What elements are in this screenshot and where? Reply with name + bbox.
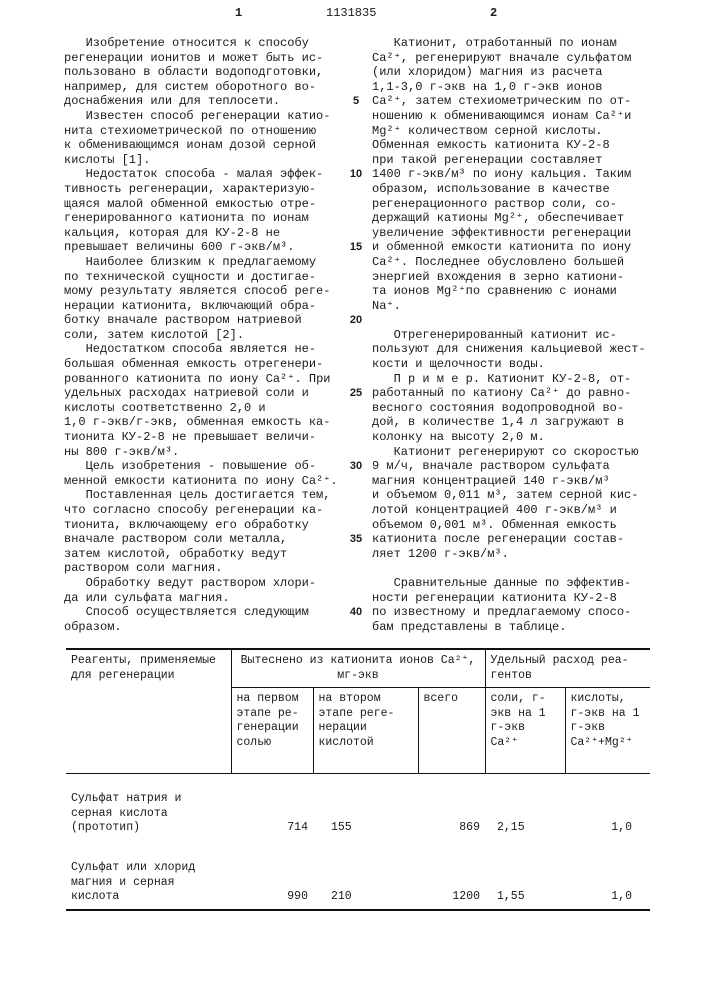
- subheader-salt: соли, г-экв на 1 г-экв Ca²⁺: [485, 688, 565, 774]
- text-line: щаяся малой обменной емкостью отре-: [64, 197, 338, 212]
- text-line: образом.: [64, 620, 338, 635]
- text-line: регенерационного раствор соли, со-: [372, 197, 646, 212]
- text-line: образом, использование в качестве: [372, 182, 646, 197]
- value-cell: 210: [313, 840, 418, 910]
- text-line: Недостатком способа является не-: [64, 342, 338, 357]
- text-line: Отрегенерированный катионит ис-: [372, 328, 646, 343]
- value-cell: 155: [313, 774, 418, 840]
- subheader-acid: кислоты, г-экв на 1 г-экв Ca²⁺+Mg²⁺: [565, 688, 650, 774]
- text-line: Способ осуществляется следующим: [64, 605, 338, 620]
- text-line: ношению к обменивающимся ионам Ca²⁺и: [372, 109, 646, 124]
- subheader-stage2: на втором этапе реге-нерации кислотой: [313, 688, 418, 774]
- text-line: Ca²⁺, затем стехиометрическим по от-: [372, 94, 646, 109]
- value-cell: 1200: [418, 840, 485, 910]
- left-text-column: [64, 36, 338, 634]
- subheader-stage1: на первом этапе ре-генерации солью: [231, 688, 313, 774]
- text-line: затем кислотой, обработку ведут: [64, 547, 338, 562]
- right-text-column: [372, 36, 646, 634]
- text-line: 9 м/ч, вначале раствором сульфата: [372, 459, 646, 474]
- text-line: кости и щелочности воды.: [372, 357, 646, 372]
- line-number: 25: [344, 386, 368, 401]
- value-cell: 1,0: [565, 774, 650, 840]
- reagent-cell: Сульфат натрия и серная кислота (прототип): [66, 774, 231, 840]
- text-line: Обработку ведут раствором хлори-: [64, 576, 338, 591]
- text-line: Mg²⁺ количеством серной кислоты.: [372, 124, 646, 139]
- text-line: рованного катионита по иону Ca²⁺. При: [64, 372, 338, 387]
- page-number-left: 1: [235, 6, 242, 20]
- text-line: мому результату является способ реге-: [64, 284, 338, 299]
- text-line: что согласно способу регенерации ка-: [64, 503, 338, 518]
- text-line: [372, 561, 646, 576]
- text-line: тионита, включающему его обработку: [64, 518, 338, 533]
- text-line: нерации катионита, включающий обра-: [64, 299, 338, 314]
- text-line: Цель изобретения - повышение об-: [64, 459, 338, 474]
- value-cell: 869: [418, 774, 485, 840]
- text-line: нита стехиометрической по отношению: [64, 124, 338, 139]
- line-number: 40: [344, 605, 368, 620]
- text-line: увеличение эффективности регенерации: [372, 226, 646, 241]
- text-line: по известному и предлагаемому спосо-: [372, 605, 646, 620]
- line-number: 10: [344, 167, 368, 182]
- text-line: 1,0 г-экв/г-экв, обменная емкость ка-: [64, 415, 338, 430]
- line-number: 35: [344, 532, 368, 547]
- value-cell: 2,15: [485, 774, 565, 840]
- text-line: да или сульфата магния.: [64, 591, 338, 606]
- text-line: бам представлены в таблице.: [372, 620, 646, 635]
- text-line: и объемом 0,011 м³, затем серной кис-: [372, 488, 646, 503]
- patent-number: 1131835: [326, 6, 376, 20]
- text-line: к обменивающимся ионам дозой серной: [64, 138, 338, 153]
- text-line: Ca²⁺. Последнее обусловлено большей: [372, 255, 646, 270]
- text-line: работанный по катиону Ca²⁺ до равно-: [372, 386, 646, 401]
- text-line: регенерации ионитов и может быть ис-: [64, 51, 338, 66]
- line-number: 30: [344, 459, 368, 474]
- header-consumption: Удельный расход реа-гентов: [485, 649, 650, 688]
- text-line: тионита КУ-2-8 не превышает величи-: [64, 430, 338, 445]
- text-line: вначале раствором соли металла,: [64, 532, 338, 547]
- text-line: например, для систем оборотного во-: [64, 80, 338, 95]
- value-cell: 1,0: [565, 840, 650, 910]
- text-line: весного состояния водопроводной во-: [372, 401, 646, 416]
- text-line: ботку вначале раствором натриевой: [64, 313, 338, 328]
- text-line: кислоты [1].: [64, 153, 338, 168]
- text-line: лотой концентрацией 400 г-экв/м³ и: [372, 503, 646, 518]
- text-line: П р и м е р. Катионит КУ-2-8, от-: [372, 372, 646, 387]
- text-line: менной емкости катионита по иону Ca²⁺.: [64, 474, 338, 489]
- text-line: 1400 г-экв/м³ по иону кальция. Таким: [372, 167, 646, 182]
- text-line: генерированного катионита по ионам: [64, 211, 338, 226]
- text-line: Катионит, отработанный по ионам: [372, 36, 646, 51]
- text-line: и обменной емкости катионита по иону: [372, 240, 646, 255]
- text-line: 1,1-3,0 г-экв на 1,0 г-экв ионов: [372, 80, 646, 95]
- text-line: пользуют для снижения кальциевой жест-: [372, 342, 646, 357]
- text-line: при такой регенерации составляет: [372, 153, 646, 168]
- text-line: ляет 1200 г-экв/м³.: [372, 547, 646, 562]
- text-line: Ca²⁺, регенерируют вначале сульфатом: [372, 51, 646, 66]
- text-line: Недостаток способа - малая эффек-: [64, 167, 338, 182]
- value-cell: 990: [231, 840, 313, 910]
- text-line: Катионит регенерируют со скоростью: [372, 445, 646, 460]
- text-line: Сравнительные данные по эффектив-: [372, 576, 646, 591]
- table-row: [66, 840, 650, 910]
- page-number-right: 2: [490, 6, 497, 20]
- header-reagents: Реагенты, применяемые для регенерации: [66, 649, 231, 774]
- patent-page: [0, 0, 707, 1000]
- text-line: кальция, которая для КУ-2-8 не: [64, 226, 338, 241]
- text-line: колонку на высоту 2,0 м.: [372, 430, 646, 445]
- table-row: [66, 774, 650, 840]
- text-line: большая обменная емкость отрегенери-: [64, 357, 338, 372]
- text-line: кислоты соответственно 2,0 и: [64, 401, 338, 416]
- comparison-table: [66, 648, 650, 911]
- header-displaced: Вытеснено из катионита ионов Ca²⁺, мг-экв: [231, 649, 485, 688]
- text-line: соли, затем кислотой [2].: [64, 328, 338, 343]
- text-line: магния концентрацией 140 г-экв/м³: [372, 474, 646, 489]
- text-line: ности регенерации катионита КУ-2-8: [372, 591, 646, 606]
- text-line: тивность регенерации, характеризую-: [64, 182, 338, 197]
- text-line: по технической сущности и достигае-: [64, 270, 338, 285]
- text-line: Известен способ регенерации катио-: [64, 109, 338, 124]
- text-line: удельных расходах натриевой соли и: [64, 386, 338, 401]
- text-line: пользовано в области водоподготовки,: [64, 65, 338, 80]
- line-number: 5: [344, 94, 368, 109]
- text-line: Обменная емкость катионита КУ-2-8: [372, 138, 646, 153]
- text-line: катионита после регенерации состав-: [372, 532, 646, 547]
- text-line: Na⁺.: [372, 299, 646, 314]
- text-line: [372, 313, 646, 328]
- line-number: 15: [344, 240, 368, 255]
- text-line: дой, в количестве 1,4 л загружают в: [372, 415, 646, 430]
- reagent-cell: Сульфат или хлорид магния и серная кислота: [66, 840, 231, 910]
- text-line: объемом 0,001 м³. Обменная емкость: [372, 518, 646, 533]
- text-line: (или хлоридом) магния из расчета: [372, 65, 646, 80]
- text-line: доснабжения или для теплосети.: [64, 94, 338, 109]
- text-line: держащий катионы Mg²⁺, обеспечивает: [372, 211, 646, 226]
- text-line: энергией вхождения в зерно катиони-: [372, 270, 646, 285]
- text-line: ны 800 г-экв/м³.: [64, 445, 338, 460]
- text-line: Поставленная цель достигается тем,: [64, 488, 338, 503]
- value-cell: 1,55: [485, 840, 565, 910]
- text-line: та ионов Mg²⁺по сравнению с ионами: [372, 284, 646, 299]
- subheader-total: всего: [418, 688, 485, 774]
- text-line: раствором соли магния.: [64, 561, 338, 576]
- text-line: Изобретение относится к способу: [64, 36, 338, 51]
- text-line: Наиболее близким к предлагаемому: [64, 255, 338, 270]
- text-line: превышает величины 600 г-экв/м³.: [64, 240, 338, 255]
- line-number: 20: [344, 313, 368, 328]
- value-cell: 714: [231, 774, 313, 840]
